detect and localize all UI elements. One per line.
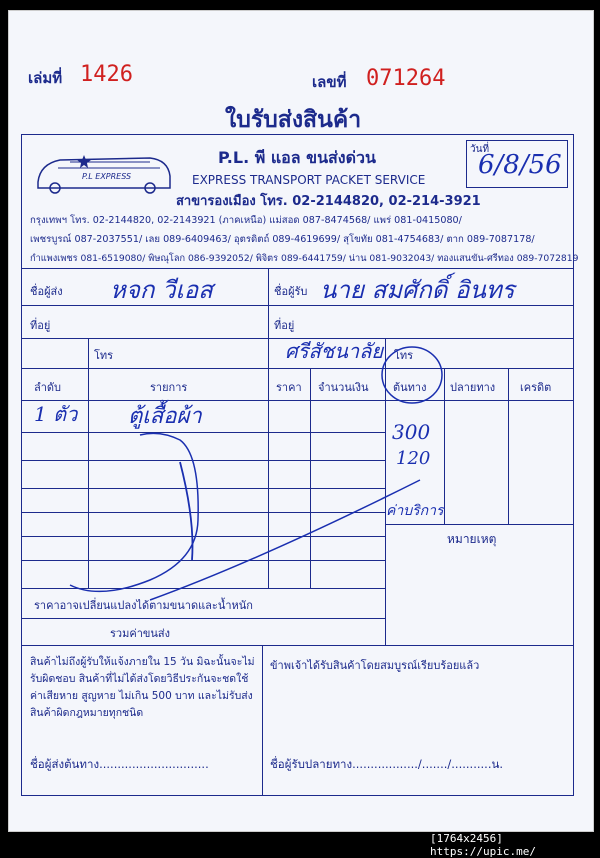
logo-text: P.L EXPRESS bbox=[82, 172, 132, 181]
phone-line-1: กรุงเทพฯ โทร. 02-2144820, 02-2143921 (ภาคเหนือ) แม่สอด 087-8474568/ แพร่ 081-0415080/ bbox=[30, 215, 462, 226]
col-header-price: ราคา bbox=[276, 381, 302, 394]
col-header-no: ลำดับ bbox=[34, 381, 62, 394]
book-label: เล่มที่ bbox=[28, 69, 63, 87]
company-name: P.L. พี แอล ขนส่งด่วน bbox=[218, 148, 376, 167]
origin-note-1: 300 bbox=[392, 420, 431, 444]
col-header-amount: จำนวนเงิน bbox=[318, 381, 369, 394]
branch-line: สาขารองเมือง โทร. 02-2144820, 02-214-3921 bbox=[176, 194, 481, 209]
price-note: ราคาอาจเปลี่ยนแปลงได้ตามขนาดและน้ำหนัก bbox=[34, 599, 253, 612]
sender-phone-label: โทร bbox=[94, 349, 114, 362]
date-handwritten: 6/8/56 bbox=[478, 150, 562, 180]
row1-item-handwritten: ตู้เสื้อผ้า bbox=[128, 404, 202, 429]
remarks-label: หมายเหตุ bbox=[447, 532, 497, 546]
receiver-address-handwritten: ศรีสัชนาลัย bbox=[285, 339, 384, 363]
terms-text: สินค้าไม่ถึงผู้รับให้แจ้งภายใน 15 วัน มิฉะนั้นจะไม่รับผิดชอบ สินค้าที่ไม่ได้ส่งโดยวิธีประกันจะชดใช้ค่าเสียหาย สูญหาย ไม่เกิน 500 บาท และไม่รับส่งสินค้าผิดกฎหมายทุกชนิด bbox=[30, 656, 255, 719]
document-title: ใบรับส่งสินค้า bbox=[225, 107, 362, 133]
sender-label: ชื่อผู้ส่ง bbox=[30, 285, 63, 298]
date-label: วันที่ bbox=[470, 144, 490, 155]
phone-line-3: กำแพงเพชร 081-6519080/ พิษณุโลก 086-9392052/ พิจิตร 089-6441759/ น่าน 081-9032043/ ทองแสนขัน-ศรีทอง 089-7072819 bbox=[30, 253, 579, 264]
origin-note-2: 120 bbox=[396, 448, 431, 469]
phone-line-2: เพชรบูรณ์ 087-2037551/ เลย 089-6409463/ อุตรดิตถ์ 089-4619699/ สุโขทัย 081-4754683/ ตาก 089-7087178/ bbox=[30, 234, 535, 245]
company-english-name: EXPRESS TRANSPORT PACKET SERVICE bbox=[192, 173, 426, 187]
image-footer: [1764x2456] https://upic.me/ bbox=[430, 832, 536, 858]
receiver-label: ชื่อผู้รับ bbox=[274, 285, 308, 298]
sender-address-label: ที่อยู่ bbox=[30, 319, 51, 332]
book-number: 1426 bbox=[80, 62, 133, 87]
col-header-item: รายการ bbox=[150, 381, 188, 394]
receiver-signature-line: ชื่อผู้รับปลายทาง................../......./...........น. bbox=[270, 757, 503, 771]
col-header-origin: ต้นทาง bbox=[393, 381, 427, 394]
receiver-phone-label: โทร bbox=[394, 349, 414, 362]
receiver-handwritten: นาย สมศักดิ์ อินทร bbox=[320, 276, 515, 304]
col-header-credit: เครดิต bbox=[520, 381, 552, 394]
row1-qty-handwritten: 1 ตัว bbox=[34, 402, 78, 426]
receiver-address-label: ที่อยู่ bbox=[274, 319, 295, 332]
document-number: 071264 bbox=[366, 66, 446, 91]
sender-handwritten: หจก วีเอส bbox=[110, 276, 213, 304]
origin-note-3: ค่าบริการ bbox=[386, 503, 444, 519]
sender-signature-line: ชื่อผู้ส่งต้นทาง.............................. bbox=[30, 757, 209, 771]
total-label: รวมค่าขนส่ง bbox=[110, 627, 170, 640]
received-statement: ข้าพเจ้าได้รับสินค้าโดยสมบูรณ์เรียบร้อยแล้ว bbox=[270, 659, 480, 672]
col-header-destination: ปลายทาง bbox=[450, 381, 496, 394]
number-label: เลขที่ bbox=[312, 73, 347, 91]
